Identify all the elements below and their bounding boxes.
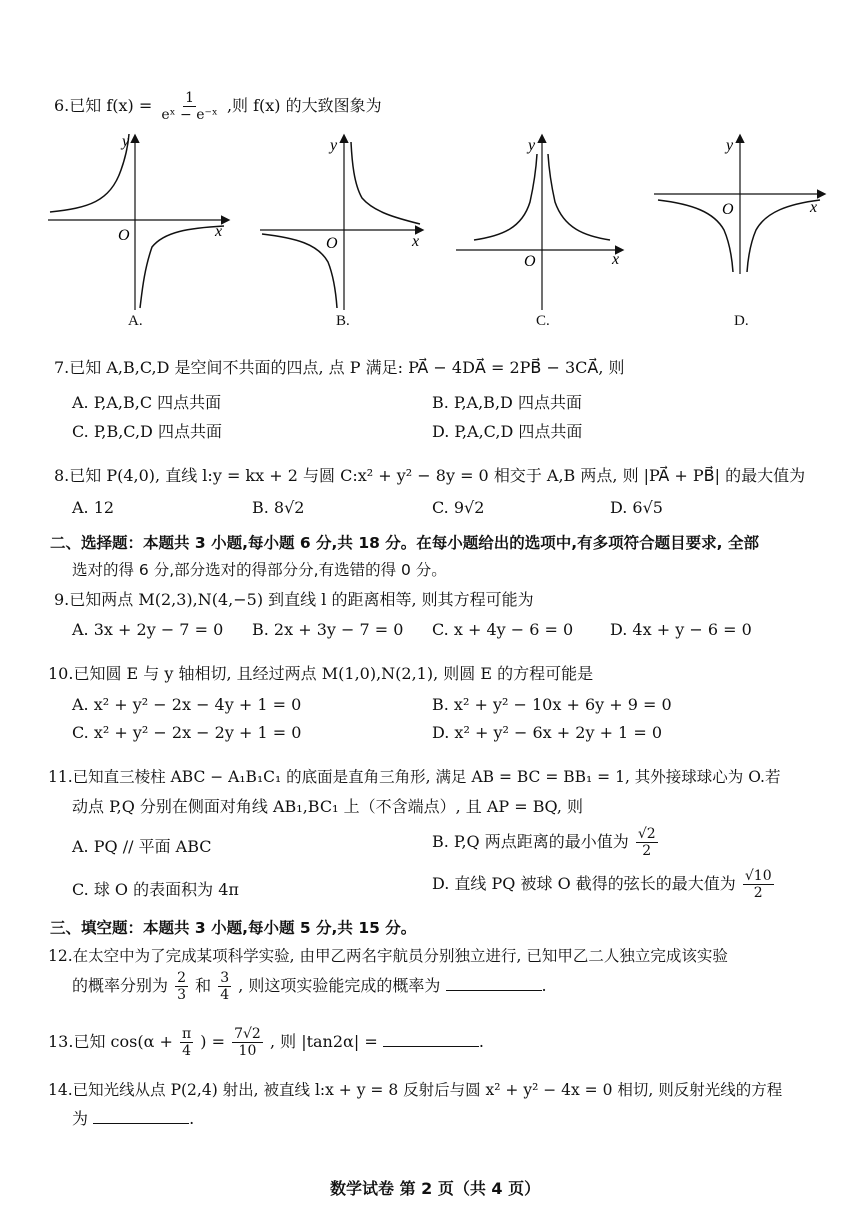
graph-c-y-label: y	[528, 137, 536, 154]
q13-stem: 13.已知 cos(α + $\frac{\pi}{4}$ ) = $\frac{7√2}{10}$ , 则 |tan2α| = .	[48, 1026, 484, 1059]
graph-d-label: D.	[734, 313, 749, 329]
graph-c	[452, 132, 628, 312]
q11-stem-line2: 动点 P,Q 分别在侧面对角线 AB₁,BC₁ 上（不含端点）, 且 AP = BQ, 则	[72, 797, 584, 816]
section-3-title: 三、填空题：本题共 3 小题,每小题 5 分,共 15 分。	[50, 919, 417, 937]
graph-b-y-label: y	[330, 137, 338, 154]
q11-stem-line1: 11.已知直三棱柱 ABC − A₁B₁C₁ 的底面是直角三角形, 满足 AB = BC = BB₁ = 1, 其外接球球心为 O.若	[48, 768, 781, 786]
q8-stem: 8.已知 P(4,0), 直线 l:y = kx + 2 与圆 C:x² + y² − 8y = 0 相交于 A,B 两点, 则 |PA⃗ + PB⃗| 的最大值为	[54, 466, 806, 485]
q9-option-a: A. 3x + 2y − 7 = 0	[72, 620, 224, 639]
q10-option-d: D. x² + y² − 6x + 2y + 1 = 0	[432, 723, 662, 742]
q9-option-b: B. 2x + 3y − 7 = 0	[252, 620, 404, 639]
section-2-note: 选对的得 6 分,部分选对的得部分分,有选错的得 0 分。	[72, 561, 447, 579]
q14-stem-line2: 为 .	[72, 1109, 195, 1128]
q7-stem: 7.已知 A,B,C,D 是空间不共面的四点, 点 P 满足: PA⃗ − 4DA⃗ = 2PB⃗ − 3CA⃗, 则	[54, 358, 625, 377]
q10-option-c: C. x² + y² − 2x − 2y + 1 = 0	[72, 723, 302, 742]
q7-option-a: A. P,A,B,C 四点共面	[72, 393, 222, 412]
graph-a-y-label: y	[122, 133, 130, 150]
graph-b-origin: O	[326, 235, 338, 252]
q9-option-c: C. x + 4y − 6 = 0	[432, 620, 574, 639]
q8-option-c: C. 9√2	[432, 498, 485, 517]
section-2-title: 二、选择题：本题共 3 小题,每小题 6 分,共 18 分。在每小题给出的选项中,有多项符合题目要求, 全部	[50, 534, 759, 552]
q9-option-d: D. 4x + y − 6 = 0	[610, 620, 752, 639]
graph-c-x-label: x	[612, 251, 620, 268]
q6-fraction: $\frac{1}{\text{eˣ − e⁻ˣ}}$	[161, 90, 218, 123]
q10-stem: 10.已知圆 E 与 y 轴相切, 且经过两点 M(1,0),N(2,1), 则圆 E 的方程可能是	[48, 664, 594, 683]
q8-option-a: A. 12	[72, 498, 115, 517]
graph-a	[48, 132, 238, 312]
graph-b-label: B.	[336, 313, 350, 329]
q6-stem: 6.已知 f(x) = $\frac{1}{\text{eˣ − e⁻ˣ}}$ ,则 f(x) 的大致图象为	[54, 90, 382, 123]
graph-c-origin: O	[524, 253, 536, 270]
q14-stem-line1: 14.已知光线从点 P(2,4) 射出, 被直线 l:x + y = 8 反射后与圆 x² + y² − 4x = 0 相切, 则反射光线的方程	[48, 1081, 783, 1099]
q7-option-d: D. P,A,C,D 四点共面	[432, 422, 583, 441]
graph-d	[652, 132, 832, 312]
q14-answer-blank[interactable]	[93, 1109, 189, 1124]
graph-d-origin: O	[722, 201, 734, 218]
q9-stem: 9.已知两点 M(2,3),N(4,−5) 到直线 l 的距离相等, 则其方程可能为	[54, 590, 534, 609]
page-footer: 数学试卷 第 2 页（共 4 页）	[330, 1179, 541, 1198]
graph-a-origin: O	[118, 227, 130, 244]
graph-b	[256, 132, 428, 312]
q7-option-b: B. P,A,B,D 四点共面	[432, 393, 582, 412]
q11-option-a: A. PQ // 平面 ABC	[72, 837, 212, 856]
q12-stem-line1: 12.在太空中为了完成某项科学实验, 由甲乙两名宇航员分别独立进行, 已知甲乙二人独立完成该实验	[48, 947, 728, 965]
graph-b-x-label: x	[412, 233, 420, 250]
q12-answer-blank[interactable]	[446, 976, 542, 991]
q10-option-b: B. x² + y² − 10x + 6y + 9 = 0	[432, 695, 672, 714]
q11-option-d: D. 直线 PQ 被球 O 截得的弦长的最大值为 $\frac{√10}{2}$	[432, 868, 772, 901]
q8-option-d: D. 6√5	[610, 498, 663, 517]
graph-d-y-label: y	[726, 137, 734, 154]
q11-option-b: B. P,Q 两点距离的最小值为 $\frac{√2}{2}$	[432, 826, 656, 859]
q13-answer-blank[interactable]	[383, 1032, 479, 1047]
q10-option-a: A. x² + y² − 2x − 4y + 1 = 0	[72, 695, 302, 714]
q12-stem-line2: 的概率分别为 $\frac{2}{3}$ 和 $\frac{3}{4}$ , 则这项实验能完成的概率为 .	[72, 970, 547, 1003]
graph-c-label: C.	[536, 313, 550, 329]
graph-d-x-label: x	[810, 199, 818, 216]
q11-option-c: C. 球 O 的表面积为 4π	[72, 880, 239, 899]
q7-option-c: C. P,B,C,D 四点共面	[72, 422, 222, 441]
graph-a-x-label: x	[215, 223, 223, 240]
q8-option-b: B. 8√2	[252, 498, 305, 517]
graph-a-label: A.	[128, 313, 143, 329]
